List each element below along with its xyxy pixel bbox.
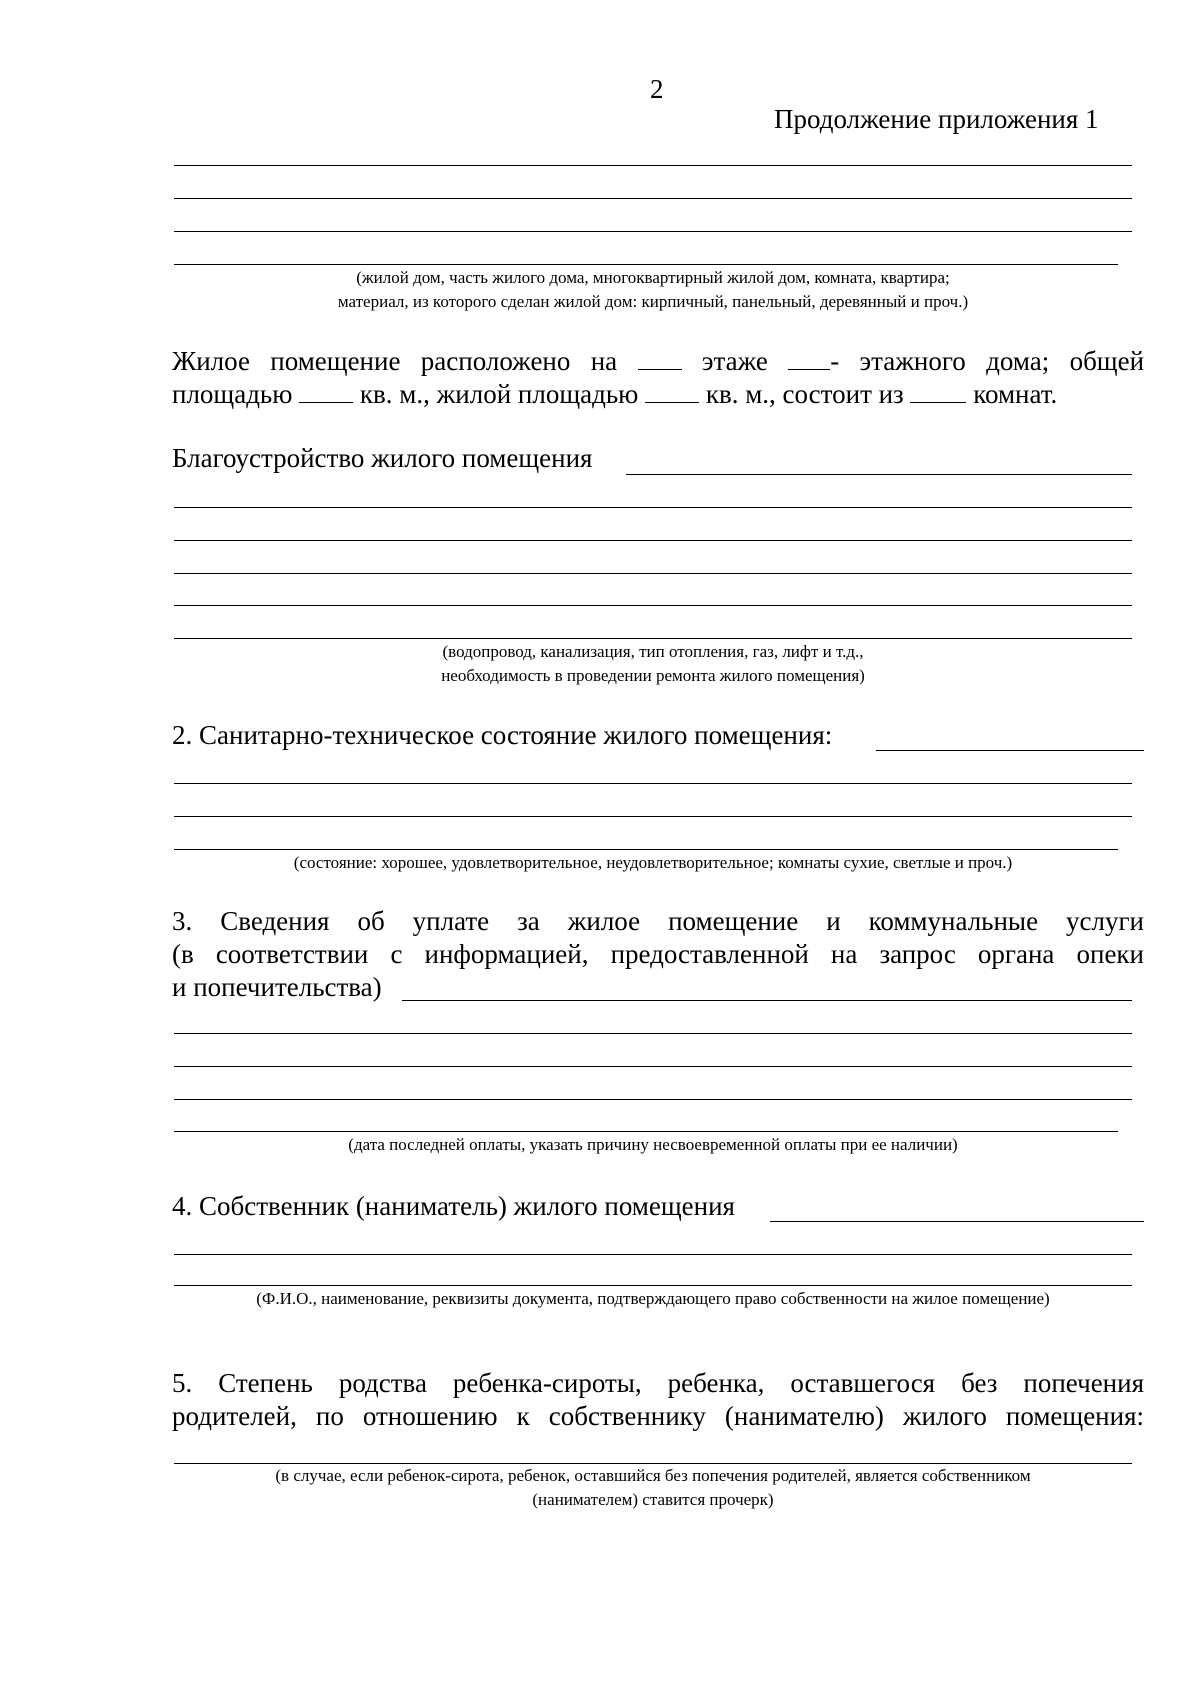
blank-line[interactable] — [174, 507, 1132, 508]
section3-line-1: 3. Сведения об уплате за жилое помещение и коммунальные услуги — [172, 906, 1144, 936]
blank-line[interactable] — [174, 1131, 1118, 1132]
blank-line[interactable] — [174, 165, 1132, 166]
location-line-2 — [172, 379, 1057, 410]
blank-line[interactable] — [174, 1099, 1132, 1100]
location-text: Жилое помещение расположено на — [172, 346, 618, 376]
note-line: необходимость в проведении ремонта жилого помещения) — [441, 666, 865, 685]
blank-line[interactable] — [174, 540, 1132, 541]
note-line: (нанимателем) ставится прочерк) — [532, 1490, 774, 1509]
section2-label: 2. Санитарно-техническое состояние жилого помещения: — [172, 720, 833, 750]
section5-line-2: родителей, по отношению к собственнику (нанимателю) жилого помещения: — [172, 1401, 1144, 1431]
section3-line-2: (в соответствии с информацией, предоставленной на запрос органа опеки — [172, 939, 1144, 969]
section5-note — [174, 1464, 1132, 1512]
page-number: 2 — [650, 74, 664, 104]
section4-label: 4. Собственник (наниматель) жилого помещения — [172, 1191, 735, 1221]
rooms-field[interactable] — [910, 380, 966, 403]
note-line: материал, из которого сделан жилой дом: кирпичный, панельный, деревянный и проч.) — [337, 292, 969, 311]
floor-field[interactable] — [638, 347, 682, 370]
location-text: площадью — [172, 379, 293, 409]
section4-note: (Ф.И.О., наименование, реквизиты документа, подтверждающего право собственности на жилое помещение) — [256, 1289, 1050, 1308]
location-text: комнат. — [973, 379, 1058, 409]
living-area-field[interactable] — [645, 380, 699, 403]
blank-line[interactable] — [174, 638, 1132, 639]
note-line: (жилой дом, часть жилого дома, многоквартирный жилой дом, комната, квартира; — [356, 268, 950, 287]
section5-line-1: 5. Степень родства ребенка-сироты, ребенка, оставшегося без попечения — [172, 1368, 1144, 1398]
location-text: - этажного дома; общей — [830, 346, 1145, 376]
blank-line[interactable] — [174, 783, 1132, 784]
housing-type-note — [174, 266, 1132, 314]
note-line: (в случае, если ребенок-сирота, ребенок, оставшийся без попечения родителей, является собственником — [275, 1466, 1031, 1485]
floors-total-field[interactable] — [788, 347, 830, 370]
blank-line[interactable] — [174, 1066, 1132, 1067]
blank-line[interactable] — [174, 1254, 1132, 1255]
amenities-field[interactable] — [626, 474, 1132, 475]
section2-note: (состояние: хорошее, удовлетворительное, неудовлетворительное; комнаты сухие, светлые и проч.) — [293, 853, 1013, 872]
blank-line[interactable] — [174, 1033, 1132, 1034]
blank-line[interactable] — [174, 605, 1132, 606]
note-line: (водопровод, канализация, тип отопления, газ, лифт и т.д., — [442, 642, 864, 661]
location-text: этаже — [701, 346, 768, 376]
blank-line[interactable] — [174, 264, 1118, 265]
blank-line[interactable] — [174, 573, 1132, 574]
total-area-field[interactable] — [299, 380, 353, 403]
amenities-note — [174, 640, 1132, 688]
blank-line[interactable] — [174, 231, 1132, 232]
blank-line[interactable] — [174, 816, 1132, 817]
section3-field[interactable] — [402, 1000, 1132, 1001]
section2-field[interactable] — [876, 750, 1144, 751]
location-text: кв. м., жилой площадью — [359, 379, 639, 409]
section3-line-3: и попечительства) — [172, 972, 382, 1002]
section3-note: (дата последней оплаты, указать причину несвоевременной оплаты при ее наличии) — [348, 1135, 958, 1154]
location-line-1 — [172, 346, 1144, 377]
section4-field[interactable] — [770, 1221, 1144, 1222]
blank-line[interactable] — [174, 198, 1132, 199]
page-header: Продолжение приложения 1 — [774, 104, 1099, 134]
amenities-label: Благоустройство жилого помещения — [172, 443, 593, 473]
blank-line[interactable] — [174, 849, 1118, 850]
blank-line[interactable] — [174, 1285, 1132, 1286]
location-text: кв. м., состоит из — [705, 379, 904, 409]
